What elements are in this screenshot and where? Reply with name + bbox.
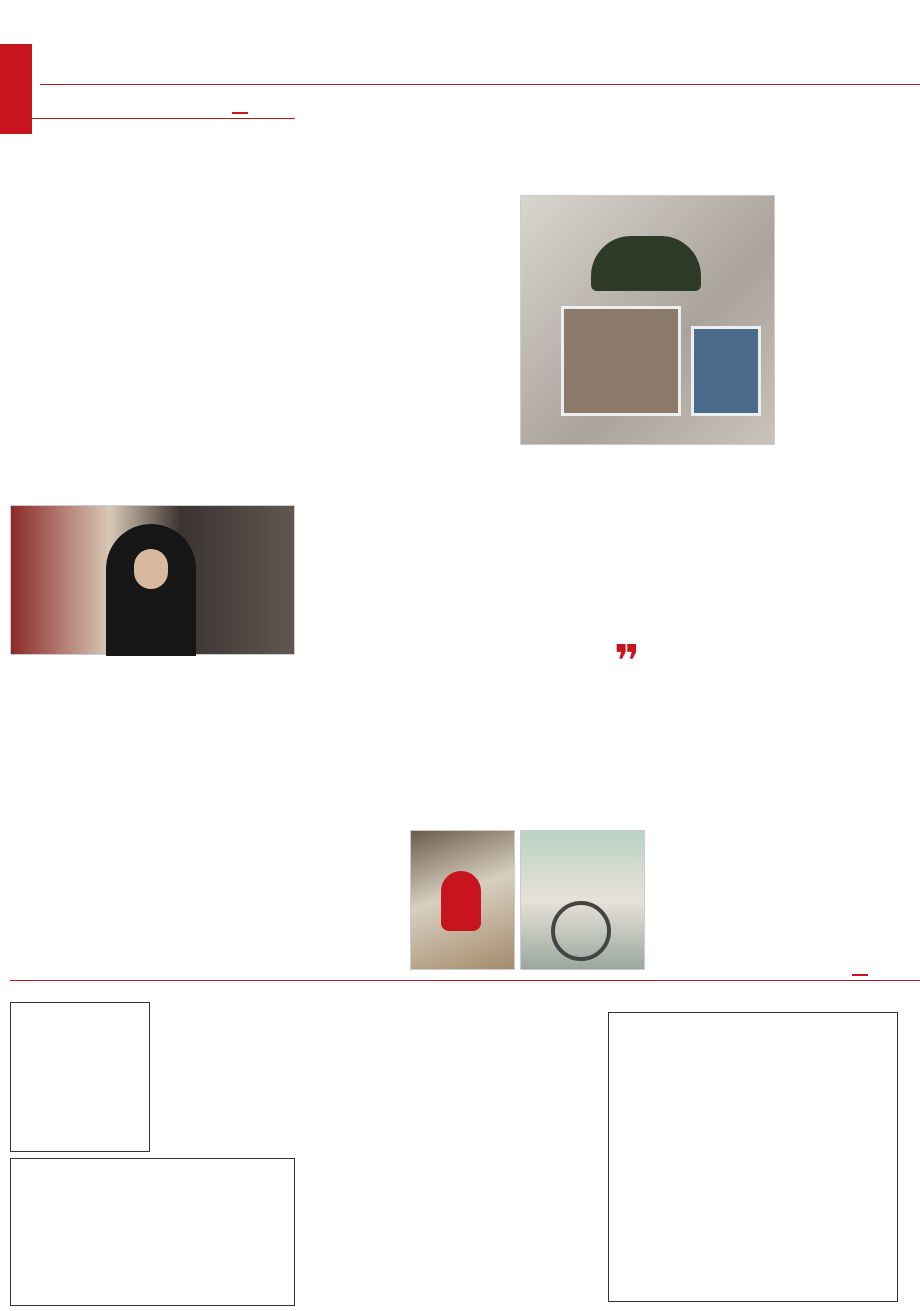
- main-col-4: [520, 450, 645, 625]
- quote-mark-icon: ❞: [614, 636, 640, 687]
- crossword-row-numbers: [898, 1012, 918, 1302]
- main-col-1: [780, 170, 910, 970]
- main-col-6: [300, 470, 405, 830]
- down-clues: [300, 1191, 600, 1306]
- main-col-3: [650, 450, 775, 970]
- interview-col-2: [10, 210, 153, 500]
- sudoku-grid[interactable]: [10, 1002, 150, 1152]
- answer-grid: [10, 1158, 295, 1306]
- author-portrait-icon: [106, 524, 196, 656]
- martyr-portrait-icon: [561, 306, 681, 416]
- main-col-7: [300, 835, 405, 970]
- header-rule: [40, 84, 920, 85]
- newspaper-logo: [0, 44, 32, 134]
- martyr-portrait-2-icon: [691, 326, 761, 416]
- interview-col-3: [158, 660, 295, 965]
- author-face-icon: [134, 549, 168, 589]
- author-photo: [10, 505, 295, 655]
- wheelchair-icon: [551, 901, 611, 961]
- military-cap-icon: [591, 236, 701, 291]
- vase-icon: [441, 871, 481, 931]
- across-clues: [300, 1032, 600, 1167]
- interview-rule: [10, 118, 295, 119]
- interview-col-1: [158, 210, 295, 500]
- wheelchair-photo: [520, 830, 645, 970]
- interview-tag: [232, 112, 248, 114]
- puzzle-rule: [10, 980, 920, 981]
- exhibition-photo-cap: [520, 195, 775, 445]
- main-col-2: [300, 195, 515, 465]
- interview-col-4: [10, 660, 153, 965]
- section-brand: [375, 32, 520, 84]
- crossword-column-numbers: [610, 1000, 900, 1012]
- crossword-tag: [852, 974, 868, 976]
- main-col-5: [410, 450, 515, 830]
- crossword-grid[interactable]: [608, 1012, 898, 1302]
- vase-photo: [410, 830, 515, 970]
